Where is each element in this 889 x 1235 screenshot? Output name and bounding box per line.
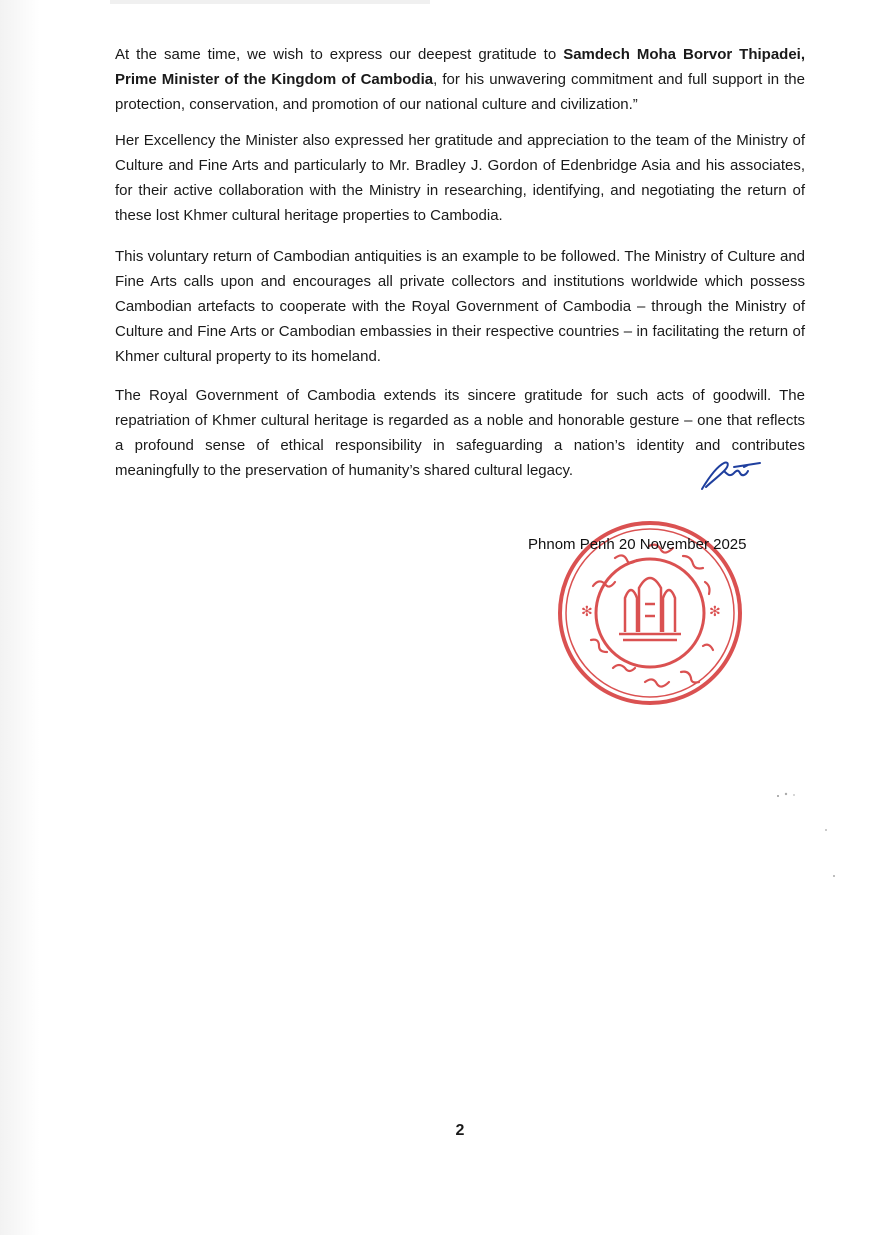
paragraph-text: At the same time, we wish to express our deepest gratitude to — [115, 46, 564, 63]
paragraph-text: Her Excellency the Minister also expressed her gratitude and appreciation to the team of the Ministry of Culture and Fine Arts and particularly to Mr. Bradley J. Gordon of Edenbridge Asia and his associates, for their active collaboration with the Ministry in researching, identifying, and negotiating the return of these lost Khmer cultural heritage properties to Cambodia. — [115, 132, 805, 224]
paragraph-gratitude-prime-minister — [115, 42, 805, 117]
svg-text:✻: ✻ — [709, 604, 721, 620]
place-and-date: Phnom Penh 20 November 2025 — [528, 536, 747, 553]
scan-top-edge — [110, 0, 430, 4]
paragraph-minister-appreciation — [115, 128, 805, 228]
svg-text:✻: ✻ — [581, 604, 593, 620]
paragraph-bold-text: Samdech Moha Borvor Thipadei, Prime Minister of the Kingdom of Cambodia — [115, 46, 806, 88]
paragraph-voluntary-return — [115, 244, 805, 369]
scan-specks — [760, 780, 860, 900]
paragraph-text: The Royal Government of Cambodia extends its sincere gratitude for such acts of goodwill. The repatriation of Khmer cultural heritage is regarded as a noble and honorable gesture – one that reflects a profound sense of ethical responsibility in safeguarding a nation’s identity and contributes meaningfully to the preservation of humanity’s shared cultural legacy. — [115, 387, 805, 479]
scan-shadow — [0, 0, 40, 1235]
paragraph-text: , for his unwavering commitment and full support in the protection, conservation, and promotion of our national culture and civilization.” — [115, 71, 805, 113]
paragraph-text: This voluntary return of Cambodian antiquities is an example to be followed. The Ministry of Culture and Fine Arts calls upon and encourages all private collectors and institutions worldwide which possess Cambodian artefacts to cooperate with the Royal Government of Cambodia – through the Ministry of Culture and Fine Arts or Cambodian embassies in their respective countries – in facilitating the return of Khmer cultural property to its homeland. — [115, 248, 805, 365]
page-number: 2 — [455, 1122, 465, 1139]
signature-icon — [698, 457, 762, 493]
